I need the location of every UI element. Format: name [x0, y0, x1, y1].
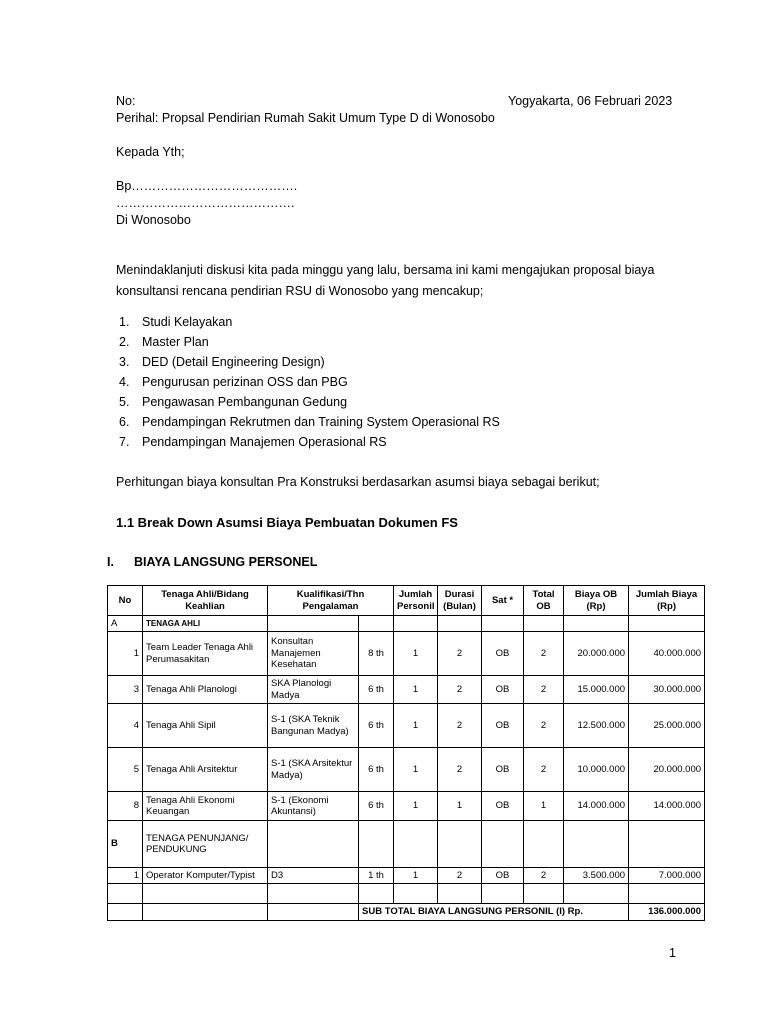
table-row: 1 Operator Komputer/Typist D3 1 th 1 2 OB 2 3.500.000 7.000.000 — [108, 868, 705, 884]
subtotal-label: SUB TOTAL BIAYA LANGSUNG PERSONIL (I) Rp. — [359, 904, 629, 921]
table-row: 8 Tenaga Ahli Ekonomi Keuangan S-1 (Ekonomi Akuntansi) 6 th 1 1 OB 1 14.000.000 14.000.000 — [108, 792, 705, 821]
header-cost-ob: Biaya OB (Rp) — [564, 586, 629, 616]
letter-date: Yogyakarta, 06 Februari 2023 — [508, 94, 673, 108]
page-number: 1 — [669, 946, 676, 960]
header-duration: Durasi (Bulan) — [438, 586, 482, 616]
table-row: 1 Team Leader Tenaga Ahli Perumasakitan Konsultan Manajemen Kesehatan 8 th 1 2 OB 2 20.000.000 40.000.000 — [108, 632, 705, 676]
section-heading: 1.1 Break Down Asumsi Biaya Pembuatan Dokumen FS — [116, 515, 458, 530]
group-title: TENAGA AHLI — [143, 616, 268, 632]
header-amount: Jumlah Biaya (Rp) — [629, 586, 705, 616]
group-row-a — [108, 616, 705, 632]
subsection-heading: I. BIAYA LANGSUNG PERSONEL — [107, 555, 318, 569]
recipient-city: Di Wonosobo — [116, 213, 191, 227]
personnel-cost-table — [107, 585, 705, 921]
table-header-row — [108, 586, 705, 616]
intro-line-2: konsultansi rencana pendirian RSU di Wonosobo yang mencakup; — [116, 284, 484, 298]
header-count: Jumlah Personil — [394, 586, 438, 616]
letter-number: No: — [116, 94, 136, 108]
group-code: B — [108, 821, 143, 868]
header-expert: Tenaga Ahli/Bidang Keahlian — [143, 586, 268, 616]
table-row: 3 Tenaga Ahli Planologi SKA Planologi Madya 6 th 1 2 OB 2 15.000.000 30.000.000 — [108, 676, 705, 704]
header-total-ob: Total OB — [524, 586, 564, 616]
letter-subject: Perihal: Propsal Pendirian Rumah Sakit Umum Type D di Wonosobo — [116, 111, 495, 125]
calc-sentence: Perhitungan biaya konsultan Pra Konstruksi berdasarkan asumsi biaya sebagai berikut; — [116, 475, 600, 489]
table-row: 4 Tenaga Ahli Sipil S-1 (SKA Teknik Bangunan Madya) 6 th 1 2 OB 2 12.500.000 25.000.000 — [108, 704, 705, 748]
group-title: TENAGA PENUNJANG/ PENDUKUNG — [143, 821, 268, 868]
group-code: A — [108, 616, 143, 632]
salutation: Kepada Yth; — [116, 145, 185, 159]
table-row: 5 Tenaga Ahli Arsitektur S-1 (SKA Arsitektur Madya) 6 th 1 2 OB 2 10.000.000 20.000.000 — [108, 748, 705, 792]
recipient-name: Bp…………………………………. — [116, 179, 298, 193]
intro-line-1: Menindaklanjuti diskusi kita pada minggu yang lalu, bersama ini kami mengajukan proposal biaya — [116, 263, 655, 277]
group-row-b — [108, 821, 705, 868]
subtotal-row — [108, 904, 705, 921]
header-unit: Sat * — [482, 586, 524, 616]
recipient-address: ……………………………………. — [116, 196, 295, 210]
header-no: No — [108, 586, 143, 616]
empty-row — [108, 884, 705, 904]
header-qualification: Kualifikasi/Thn Pengalaman — [268, 586, 394, 616]
subtotal-value: 136.000.000 — [629, 904, 705, 921]
